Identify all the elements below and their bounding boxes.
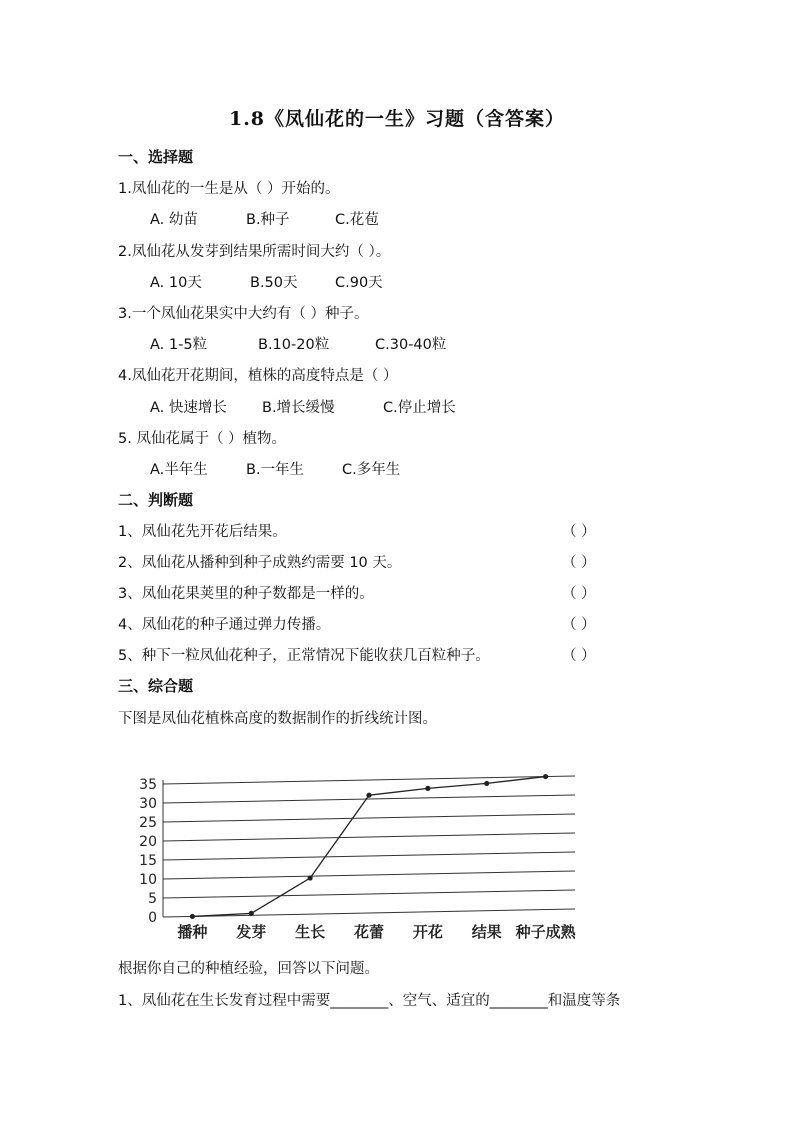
choice-question-4: 4.凤仙花开花期间，植株的高度特点是（ ） — [118, 368, 398, 384]
choice-question-3: 3.一个凤仙花果实中大约有（ ）种子。 — [118, 306, 369, 322]
chart-series — [190, 774, 548, 919]
chart-followup-instruction: 根据你自己的种植经验，回答以下问题。 — [118, 961, 379, 977]
y-tick-label-25: 25 — [139, 815, 157, 831]
judge-question-1: 1、凤仙花先开花后结果。 — [118, 524, 287, 540]
judge-question-2: 2、凤仙花从播种到种子成熟约需要 10 天。 — [118, 555, 402, 571]
judge-question-5: 5、种下一粒凤仙花种子，正常情况下能收获几百粒种子。 — [118, 648, 490, 664]
section-heading-judge: 二、判断题 — [118, 491, 194, 509]
gridline-10 — [163, 871, 575, 879]
judge-question-4: 4、凤仙花的种子通过弹力传播。 — [118, 617, 331, 633]
choice-2-option-c: C.90天 — [335, 275, 383, 291]
judge-answer-blank-5[interactable]: （ ） — [562, 648, 596, 664]
y-tick-label-35: 35 — [139, 777, 157, 793]
gridline-25 — [163, 814, 575, 822]
x-category-label: 发芽 — [236, 923, 267, 941]
choice-2-option-b: B.50天 — [250, 275, 298, 291]
gridline-15 — [163, 852, 575, 860]
judge-answer-blank-3[interactable]: （ ） — [562, 586, 596, 602]
choice-5-option-a: A.半年生 — [150, 462, 208, 478]
y-tick-label-30: 30 — [139, 796, 157, 812]
choice-3-option-c: C.30-40粒 — [375, 337, 447, 353]
choice-question-2: 2.凤仙花从发芽到结果所需时间大约（ ）。 — [118, 244, 391, 260]
chart-y-tick-labels — [139, 777, 157, 926]
choice-3-option-a: A. 1-5粒 — [150, 337, 208, 353]
data-point — [308, 875, 313, 880]
gridline-5 — [163, 890, 575, 898]
section-heading-choice: 一、选择题 — [118, 148, 194, 166]
gridline-0 — [163, 909, 575, 917]
comprehensive-question-1: 1、凤仙花在生长发育过程中需要________、空气、适宜的________和温度等条 — [118, 993, 621, 1009]
choice-2-option-a: A. 10天 — [150, 275, 202, 291]
choice-1-option-b: B.种子 — [246, 212, 290, 228]
choice-question-1: 1.凤仙花的一生是从（ ）开始的。 — [118, 181, 340, 197]
choice-5-option-b: B.一年生 — [246, 462, 305, 478]
choice-4-option-b: B.增长缓慢 — [262, 400, 335, 416]
y-tick-label-15: 15 — [139, 853, 157, 869]
x-category-label: 播种 — [177, 923, 208, 941]
x-category-label: 开花 — [412, 923, 443, 941]
y-tick-label-5: 5 — [148, 891, 157, 907]
y-tick-label-10: 10 — [139, 872, 157, 888]
data-point — [484, 781, 489, 786]
judge-answer-blank-2[interactable]: （ ） — [562, 555, 596, 571]
x-category-label: 花蕾 — [353, 923, 385, 941]
data-point — [190, 914, 195, 919]
choice-4-option-a: A. 快速增长 — [150, 400, 227, 416]
judge-answer-blank-1[interactable]: （ ） — [562, 524, 596, 540]
chart-x-category-labels — [177, 923, 576, 941]
choice-question-5: 5. 凤仙花属于（ ）植物。 — [118, 431, 287, 447]
y-tick-label-20: 20 — [139, 834, 157, 850]
judge-answer-blank-4[interactable]: （ ） — [562, 617, 596, 633]
plant-height-line-chart — [125, 762, 605, 947]
x-category-label: 种子成熟 — [515, 923, 576, 941]
page-title: 1.8《凤仙花的一生》习题（含答案） — [228, 108, 566, 130]
data-point — [425, 786, 430, 791]
choice-5-option-c: C.多年生 — [342, 462, 401, 478]
judge-question-3: 3、凤仙花果荚里的种子数都是一样的。 — [118, 586, 374, 602]
choice-4-option-c: C.停止增长 — [383, 400, 456, 416]
comprehensive-intro: 下图是凤仙花植株高度的数据制作的折线统计图。 — [118, 711, 437, 727]
x-category-label: 生长 — [295, 923, 326, 941]
choice-3-option-b: B.10-20粒 — [258, 337, 330, 353]
y-tick-label-0: 0 — [148, 910, 157, 926]
data-point — [543, 774, 548, 779]
gridline-20 — [163, 833, 575, 841]
choice-1-option-c: C.花苞 — [335, 212, 379, 228]
data-point — [366, 793, 371, 798]
x-category-label: 结果 — [471, 923, 502, 941]
choice-1-option-a: A. 幼苗 — [150, 212, 198, 228]
data-point — [249, 911, 254, 916]
section-heading-comprehensive: 三、综合题 — [118, 677, 194, 695]
